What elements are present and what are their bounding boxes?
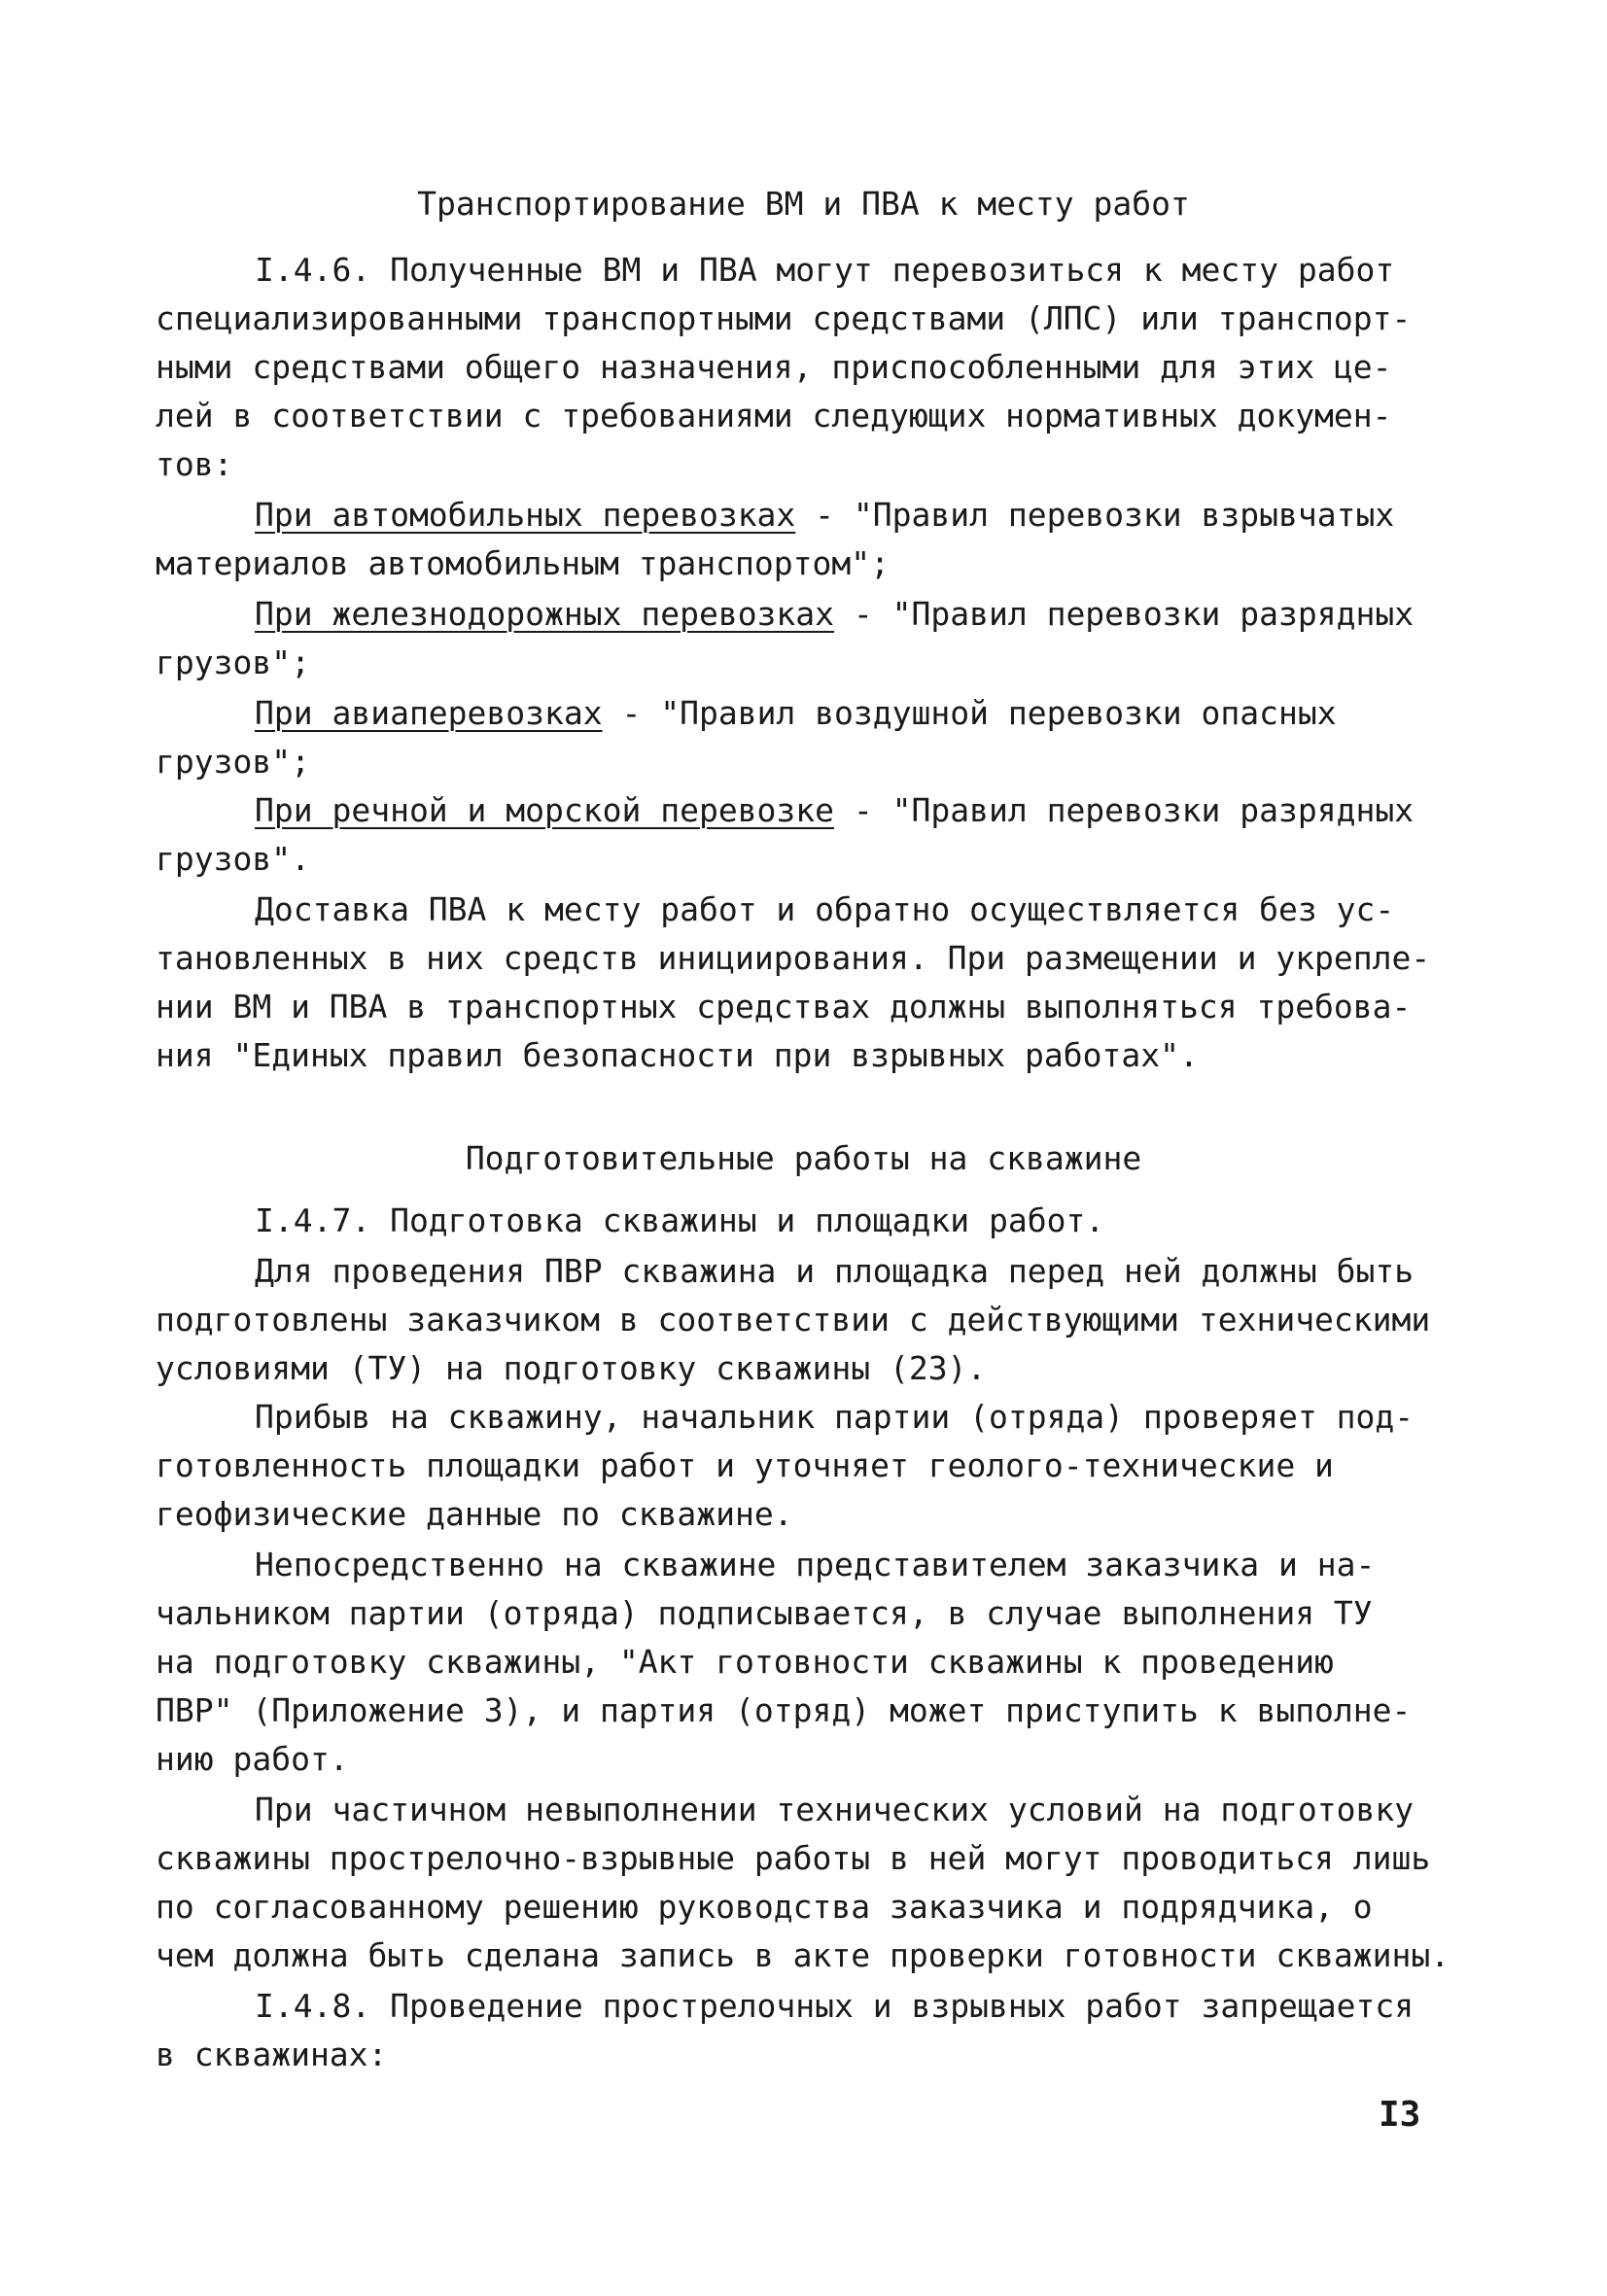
paragraph-line: геофизические данные по скважине. (156, 1495, 793, 1533)
paragraph-line: Прибыв на скважину, начальник партии (отряда) проверяет под- (255, 1398, 1415, 1436)
paragraph-line: При частичном невыполнении технических условий на подготовку (255, 1791, 1415, 1828)
underlined-label: При речной и морской перевозке (255, 791, 835, 829)
section-heading-transport: Транспортирование ВМ и ПВА к месту работ (417, 185, 1190, 223)
paragraph-line: Доставка ПВА к месту работ и обратно осуществляется без ус- (255, 890, 1395, 928)
paragraph-line: ПВР" (Приложение 3), и партия (отряд) может приступить к выполне- (156, 1691, 1412, 1729)
list-item-auto-continuation: материалов автомобильным транспортом"; (156, 544, 890, 582)
list-item-air-continuation: грузов"; (156, 743, 310, 781)
paragraph-line: тов: (156, 445, 233, 483)
paragraph-line: в скважинах: (156, 2035, 388, 2073)
section-heading-preparation: Подготовительные работы на скважине (465, 1139, 1142, 1177)
underlined-label: При авиаперевозках (255, 694, 603, 732)
list-item-auto: При автомобильных перевозках - "Правил перевозки взрывчатых (255, 496, 1395, 534)
paragraph-line: готовленность площадки работ и уточняет геолого-технические и (156, 1446, 1334, 1484)
paragraph-line: на подготовку скважины, "Акт готовности скважины к проведению (156, 1643, 1334, 1681)
paragraph-line: нии ВМ и ПВА в транспортных средствах должны выполняться требова- (156, 988, 1412, 1026)
underlined-label: При железнодорожных перевозках (255, 595, 835, 633)
list-item-rail: При железнодорожных перевозках - "Правил перевозки разрядных (255, 595, 1415, 633)
paragraph-line: чальником партии (отряда) подписывается, в случае выполнения ТУ (156, 1594, 1373, 1632)
paragraph-line: Для проведения ПВР скважина и площадка перед ней должны быть (255, 1252, 1415, 1290)
paragraph-line: специализированными транспортными средствами (ЛПС) или транспорт- (156, 299, 1412, 337)
list-item-rail-continuation: грузов"; (156, 644, 310, 681)
page-number: I3 (1379, 2095, 1421, 2135)
paragraph-line: скважины прострелочно-взрывные работы в ней могут проводиться лишь (156, 1839, 1431, 1877)
list-item-sea: При речной и морской перевозке - "Правил перевозки разрядных (255, 791, 1415, 829)
paragraph-line: нию работ. (156, 1740, 349, 1778)
list-item-sea-continuation: грузов". (156, 840, 310, 878)
paragraph-line: тановленных в них средств инициирования. При размещении и укрепле- (156, 939, 1431, 977)
paragraph-line: по согласованному решению руководства заказчика и подрядчика, о (156, 1888, 1373, 1926)
paragraph-title: I.4.7. Подготовка скважины и площадки работ. (255, 1201, 1105, 1239)
paragraph-line: лей в соответствии с требованиями следующих нормативных докумен- (156, 397, 1392, 435)
paragraph-line: Непосредственно на скважине представителем заказчика и на- (255, 1546, 1376, 1583)
paragraph-line: ния "Единых правил безопасности при взрывных работах". (156, 1036, 1199, 1074)
paragraph-line: условиями (ТУ) на подготовку скважины (23). (156, 1349, 987, 1387)
paragraph-line: подготовлены заказчиком в соответствии с действующими техническими (156, 1301, 1431, 1339)
underlined-label: При автомобильных перевозках (255, 496, 796, 534)
paragraph-line: I.4.8. Проведение прострелочных и взрывных работ запрещается (255, 1987, 1415, 2025)
list-item-air: При авиаперевозках - "Правил воздушной перевозки опасных (255, 694, 1337, 732)
paragraph-line: I.4.6. Полученные ВМ и ПВА могут перевозиться к месту работ (255, 251, 1395, 289)
paragraph-line: ными средствами общего назначения, приспособленными для этих це- (156, 348, 1392, 386)
paragraph-line: чем должна быть сделана запись в акте проверки готовности скважины. (156, 1936, 1450, 1974)
